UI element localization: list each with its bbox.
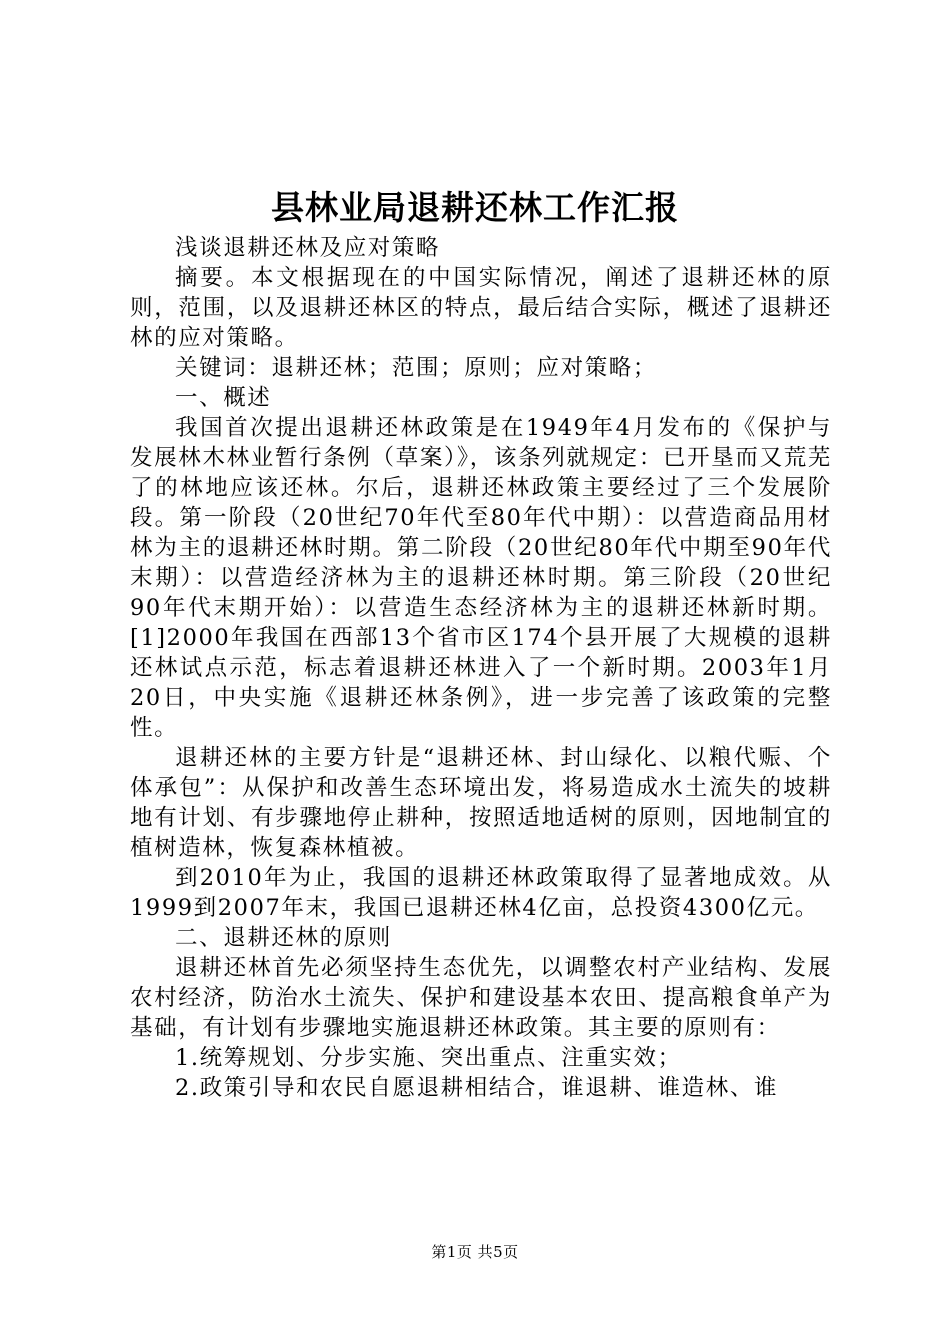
policy-paragraph: 退耕还林的主要方针是“退耕还林、封山绿化、以粮代赈、个体承包”：从保护和改善生态环境出发，将易造成水土流失的坡耕地有计划、有步骤地停止耕种，按照适地适树的原则，因地制宜的植树造林，恢复森林植被。 bbox=[130, 745, 832, 861]
results-paragraph: 到2010年为止，我国的退耕还林政策取得了显著地成效。从1999到2007年末，我国已退耕还林4亿亩，总投资4300亿元。 bbox=[130, 865, 832, 921]
page-footer: 第1页 共5页 bbox=[431, 1243, 519, 1261]
document-body bbox=[130, 233, 832, 1103]
principles-intro-paragraph: 退耕还林首先必须坚持生态优先，以调整农村产业结构、发展农村经济，防治水土流失、保护和建设基本农田、提高粮食单产为基础，有计划有步骤地实施退耕还林政策。其主要的原则有： bbox=[130, 955, 832, 1041]
principle-item-1: 1.统筹规划、分步实施、突出重点、注重实效； bbox=[175, 1045, 682, 1071]
subtitle-paragraph: 浅谈退耕还林及应对策略 bbox=[175, 235, 441, 261]
principle-item-2: 2.政策引导和农民自愿退耕相结合，谁退耕、谁造林、谁 bbox=[175, 1075, 779, 1101]
section-heading-principles: 二、退耕还林的原则 bbox=[175, 925, 392, 951]
keywords-paragraph: 关键词：退耕还林；范围；原则；应对策略； bbox=[175, 355, 658, 381]
history-paragraph: 我国首次提出退耕还林政策是在1949年4月发布的《保护与发展林木林业暂行条例（草案）》，该条列就规定：已开垦而又荒芜了的林地应该还林。尔后，退耕还林政策主要经过了三个发展阶段。第一阶段（20世纪70年代至80年代中期）：以营造商品用材林为主的退耕还林时期。第二阶段（20世纪80年代中期至90年代末期）：以营造经济林为主的退耕还林时期。第三阶段（20世纪90年代末期开始）：以营造生态经济林为主的退耕还林新时期。[1]2000年我国在西部13个省市区174个县开展了大规模的退耕还林试点示范，标志着退耕还林进入了一个新时期。2003年1月20日，中央实施《退耕还林条例》，进一步完善了该政策的完整性。 bbox=[130, 415, 832, 741]
document-title: 县林业局退耕还林工作汇报 bbox=[271, 188, 679, 227]
abstract-paragraph: 摘要。本文根据现在的中国实际情况，阐述了退耕还林的原则，范围，以及退耕还林区的特点，最后结合实际，概述了退耕还林的应对策略。 bbox=[130, 265, 832, 351]
section-heading-overview: 一、概述 bbox=[175, 385, 272, 411]
